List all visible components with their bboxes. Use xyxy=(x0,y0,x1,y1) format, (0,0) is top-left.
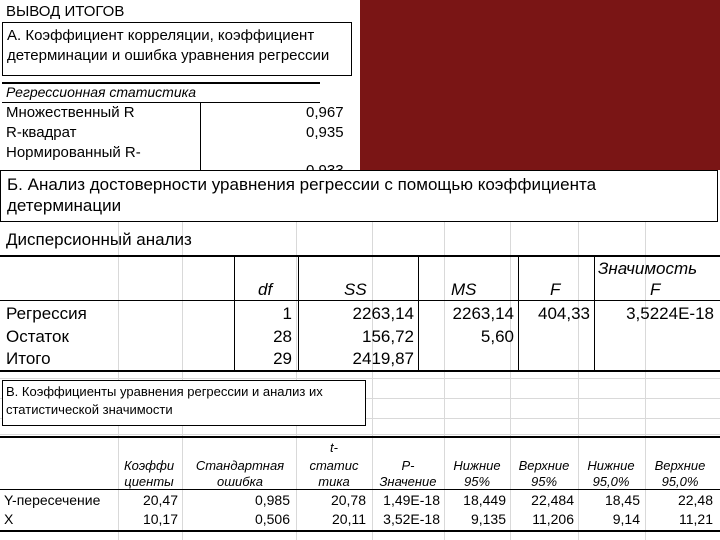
summary-title: ВЫВОД ИТОГОВ xyxy=(6,3,125,20)
section-v-line2: статистической значимости xyxy=(6,402,173,417)
coef-header-se1: Стандартная xyxy=(195,458,285,473)
coef-header-hi3: Верхние xyxy=(654,458,706,473)
anova-row-ss: 2419,87 xyxy=(352,349,414,368)
anova-header-sig1: Значимость xyxy=(598,259,698,278)
coef-header-lo4: 95,0% xyxy=(592,474,630,489)
anova-row-df: 29 xyxy=(273,349,292,368)
coef-header-t2: тика xyxy=(318,474,350,489)
coef-row-p: 3,52E-18 xyxy=(383,511,440,527)
coef-header-lo3: Нижние xyxy=(587,458,635,473)
coef-row-hi: 22,484 xyxy=(531,492,574,508)
coef-row-se: 0,985 xyxy=(254,492,290,508)
section-b-line2: детерминации xyxy=(7,196,122,215)
coef-row-lo2: 9,14 xyxy=(612,511,640,527)
anova-header-df: df xyxy=(258,280,273,299)
section-a-box xyxy=(2,22,352,76)
anova-row-ss: 156,72 xyxy=(362,327,414,346)
coef-header-p2: Значение xyxy=(379,474,437,489)
anova-row-label: Регрессия xyxy=(6,304,87,323)
coef-row-hi2: 22,48 xyxy=(677,492,713,508)
stat-label-adj-r: Нормированный R- xyxy=(6,144,141,161)
anova-header-f: F xyxy=(550,280,561,299)
anova-header-ss: SS xyxy=(344,280,367,299)
coef-header-t0: t- xyxy=(330,440,338,455)
stat-value-multiple-r: 0,967 xyxy=(306,104,344,121)
coef-header-t1: статис xyxy=(309,458,359,473)
anova-header-sig2: F xyxy=(650,280,661,299)
anova-title: Дисперсионный анализ xyxy=(6,230,192,249)
section-v-line1: В. Коэффициенты уравнения регрессии и анализ их xyxy=(6,384,323,399)
coef-row-lo2: 18,45 xyxy=(604,492,640,508)
stat-value-r-squared: 0,935 xyxy=(306,124,344,141)
coef-header-p1: P- xyxy=(401,458,415,473)
anova-row-ss: 2263,14 xyxy=(352,304,414,323)
anova-row-ms: 5,60 xyxy=(480,327,514,346)
coef-header-coef1: Коэффи xyxy=(123,458,175,473)
coef-header-se2: ошибка xyxy=(217,474,263,489)
anova-row-f: 404,33 xyxy=(538,304,590,323)
coef-header-lo2: 95% xyxy=(463,474,491,489)
coef-row-lo: 9,135 xyxy=(470,511,506,527)
anova-row-ms: 2263,14 xyxy=(452,304,514,323)
top-fragment xyxy=(0,0,360,170)
coef-row-t: 20,78 xyxy=(330,492,366,508)
coef-row-lo: 18,449 xyxy=(463,492,506,508)
coef-row-coef: 10,17 xyxy=(142,511,178,527)
anova-row-df: 28 xyxy=(273,327,292,346)
reg-stats-header: Регрессионная статистика xyxy=(6,84,197,100)
coef-row-label: Y-пересечение xyxy=(4,492,101,508)
anova-row-sig: 3,5224E-18 xyxy=(626,304,714,323)
coef-row-t: 20,11 xyxy=(332,511,366,527)
coef-header-hi1: Верхние xyxy=(518,458,570,473)
coef-header-lo1: Нижние xyxy=(453,458,501,473)
coef-row-coef: 20,47 xyxy=(142,492,178,508)
anova-row-label: Итого xyxy=(6,349,51,368)
coef-row-p: 1,49E-18 xyxy=(383,492,440,508)
section-a-line1: А. Коэффициент корреляции, коэффициент xyxy=(7,27,315,44)
anova-row-df: 1 xyxy=(282,304,292,323)
stat-label-multiple-r: Множественный R xyxy=(6,104,135,121)
coef-row-hi: 11,206 xyxy=(532,511,574,527)
coef-row-se: 0,506 xyxy=(254,511,290,527)
section-v-box xyxy=(2,380,366,426)
coef-header-hi2: 95% xyxy=(530,474,558,489)
slide-background xyxy=(360,0,720,170)
anova-row-label: Остаток xyxy=(6,327,69,346)
section-b-line1: Б. Анализ достоверности уравнения регрессии с помощью коэффициента xyxy=(7,175,597,194)
section-a-line2: детерминации и ошибка уравнения регрессии xyxy=(7,47,330,64)
section-b-box xyxy=(0,170,718,222)
anova-header-ms: MS xyxy=(451,280,477,299)
stat-label-r-squared: R-квадрат xyxy=(6,124,77,141)
coef-row-hi2: 11,21 xyxy=(679,511,713,527)
coef-header-hi4: 95,0% xyxy=(661,474,699,489)
coef-header-coef2: циенты xyxy=(124,474,174,489)
coef-row-label: X xyxy=(4,511,14,527)
